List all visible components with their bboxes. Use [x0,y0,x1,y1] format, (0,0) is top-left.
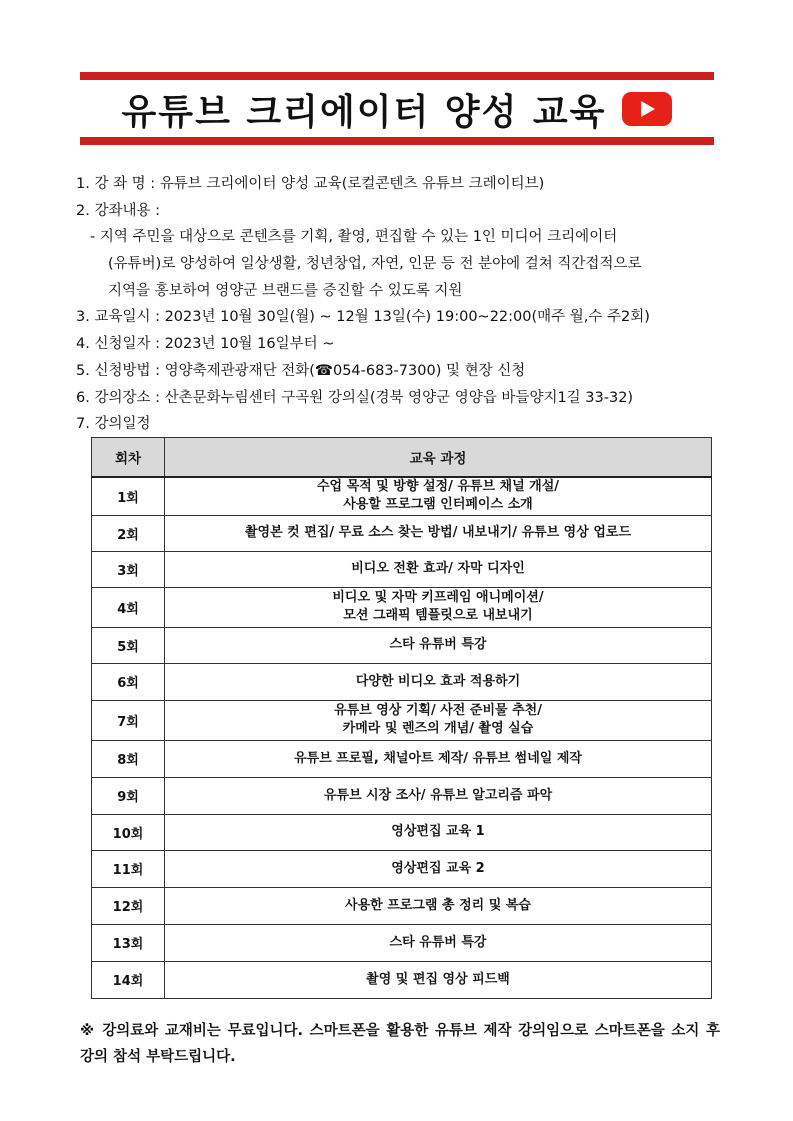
location: 6. 강의장소 : 산촌문화누림센터 구곡원 강의실(경북 영양군 영양읍 바들양지1길 33-32) [76,389,634,406]
session-content-line: 영상편집 교육 1 [391,824,485,839]
table-header-row [92,438,712,478]
session-content [165,663,712,700]
session-content-line: 비디오 전환 효과/ 자막 디자인 [351,561,525,576]
session-number: 7회 [92,700,165,740]
session-content [165,814,712,850]
session-number: 3회 [92,551,165,587]
table-row [92,663,712,700]
session-content-line: 스타 유튜버 특강 [389,637,487,652]
session-content [165,477,712,515]
course-info [76,172,726,439]
table-row [92,887,712,924]
session-content-line: 모션 그래픽 템플릿으로 내보내기 [343,608,533,623]
table-row [92,700,712,740]
table-row [92,961,712,998]
course-content-line: - 지역 주민을 대상으로 콘텐츠를 기획, 촬영, 편집할 수 있는 1인 미디어 크리에이터 [90,229,618,246]
session-content-line: 유튜브 영상 기획/ 사전 준비물 추천/ [334,703,542,718]
session-content [165,587,712,627]
session-content [165,961,712,998]
session-content [165,740,712,777]
session-content-line: 사용할 프로그램 인터페이스 소개 [343,497,533,513]
table-row [92,515,712,551]
session-content [165,551,712,587]
session-content-line: 촬영본 컷 편집/ 무료 소스 찾는 방법/ 내보내기/ 유튜브 영상 업로드 [244,525,631,540]
course-content-line: (유튜버)로 양성하여 일상생활, 청년창업, 자연, 인문 등 전 분야에 걸쳐 직간접적으로 [108,256,642,273]
apply-date: 4. 신청일자 : 2023년 10월 16일부터 ~ [76,336,335,353]
session-content-line: 촬영 및 편집 영상 피드백 [366,971,510,987]
table-row [92,777,712,814]
notice: ※ 강의료와 교재비는 무료입니다. 스마트폰을 활용한 유튜브 제작 강의임으로 스마트폰을 소지 후 강의 참석 부탁드립니다. [80,1023,720,1065]
session-content-line: 유튜브 프로필, 채널아트 제작/ 유튜브 썸네일 제작 [293,750,582,766]
session-number: 1회 [92,477,165,515]
session-number: 6회 [92,663,165,700]
schedule-table [91,437,712,999]
header-bottom-bar [80,137,714,145]
session-content-line: 다양한 비디오 효과 적용하기 [355,673,521,689]
table-row [92,924,712,961]
course-content-heading: 2. 강좌내용 : [76,202,160,219]
session-content-line: 비디오 및 자막 키프레임 애니메이션/ [332,590,544,605]
table-row [92,477,712,515]
page-title: 유튜브 크리에이터 양성 교육 [121,91,607,133]
session-number: 9회 [92,777,165,814]
session-number: 11회 [92,850,165,887]
schedule-heading: 7. 강의일정 [76,416,151,433]
schedule-date: 3. 교육일시 : 2023년 10월 30일(월) ~ 12월 13일(수) 19:00~22:00(매주 월,수 주2회) [76,309,650,326]
session-content-line: 스타 유튜버 특강 [389,934,487,950]
youtube-logo-icon [622,92,672,126]
table-row [92,850,712,887]
course-name: 1. 강 좌 명 : 유튜브 크리에이터 양성 교육(로컬콘텐츠 유튜브 크레이티브) [76,176,545,192]
session-content [165,700,712,740]
session-content-line: 유튜브 시장 조사/ 유튜브 알고리즘 파악 [323,787,553,803]
table-row [92,627,712,663]
header [80,84,714,134]
session-content-line: 수업 목적 및 방향 설정/ 유튜브 채널 개설/ [316,479,560,495]
column-header-session: 회차 [92,438,165,478]
session-content [165,515,712,551]
table-row [92,551,712,587]
column-header-course: 교육 과정 [165,438,712,478]
session-content [165,924,712,961]
session-number: 12회 [92,887,165,924]
session-content-line: 영상편집 교육 2 [391,860,485,876]
apply-method: 5. 신청방법 : 영양축제관광재단 전화(☎054-683-7300) 및 현장 신청 [76,362,526,379]
session-number: 4회 [92,587,165,627]
session-number: 5회 [92,627,165,663]
session-number: 14회 [92,961,165,998]
session-content [165,777,712,814]
table-row [92,814,712,850]
session-content-line: 사용한 프로그램 총 정리 및 복습 [345,897,531,913]
session-content [165,850,712,887]
table-row [92,587,712,627]
session-number: 10회 [92,814,165,850]
session-content [165,627,712,663]
course-content-line: 지역을 홍보하여 영양군 브랜드를 증진할 수 있도록 지원 [108,282,463,299]
session-number: 2회 [92,515,165,551]
session-content-line: 카메라 및 렌즈의 개념/ 촬영 실습 [342,721,534,736]
session-number: 8회 [92,740,165,777]
header-top-bar [80,72,714,80]
session-content [165,887,712,924]
session-number: 13회 [92,924,165,961]
table-row [92,740,712,777]
